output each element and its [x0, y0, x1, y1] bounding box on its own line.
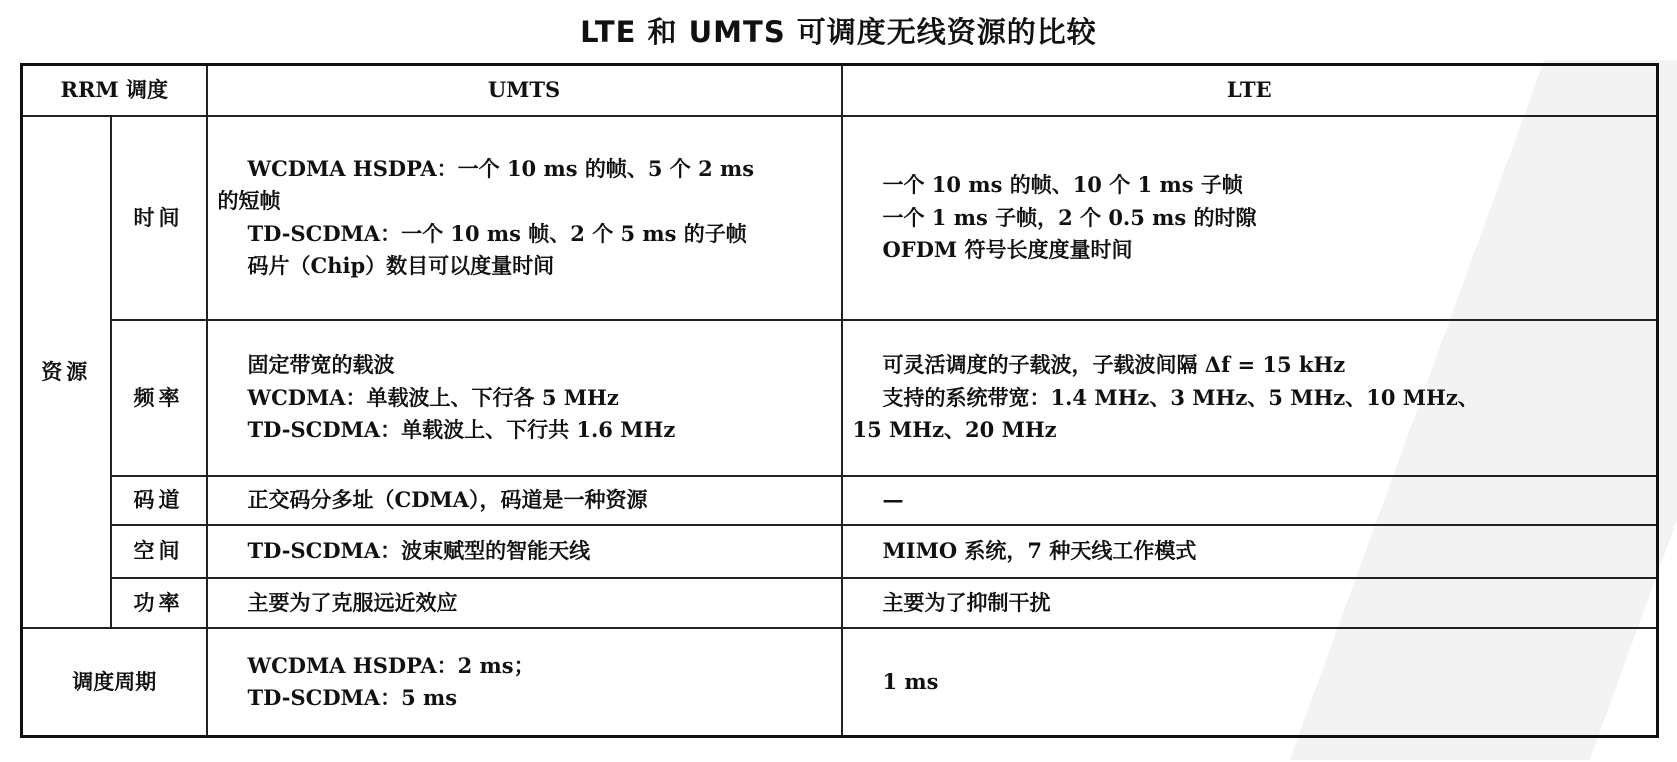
table-row-frequency — [22, 320, 1658, 477]
cell-line: TD-SCDMA：波束赋型的智能天线 — [247, 537, 591, 563]
table-row-power — [22, 578, 1658, 629]
cell-umts-code — [207, 476, 842, 525]
row-label-code: 码道 — [111, 476, 207, 525]
header-lte: LTE — [842, 65, 1658, 117]
cell-line: — — [882, 487, 904, 513]
cell-line: WCDMA：单载波上、下行各 5 MHz — [247, 384, 619, 410]
cell-lte-period — [842, 628, 1658, 736]
cell-line: 的短帧 — [217, 188, 281, 214]
cell-line: 主要为了克服远近效应 — [247, 589, 458, 615]
cell-line: WCDMA HSDPA：一个 10 ms 的帧、5 个 2 ms — [247, 155, 755, 181]
table-row-code — [22, 476, 1658, 525]
page-title: LTE 和 UMTS 可调度无线资源的比较 — [580, 15, 1097, 49]
cell-line: MIMO 系统，7 种天线工作模式 — [882, 537, 1197, 563]
table-row-time — [22, 116, 1658, 319]
row-label-time: 时间 — [111, 116, 207, 319]
header-rrm: RRM 调度 — [22, 65, 207, 117]
row-label-period: 调度周期 — [22, 628, 207, 736]
row-label-space: 空间 — [111, 525, 207, 578]
cell-lte-time — [842, 116, 1658, 319]
cell-umts-power — [207, 578, 842, 629]
cell-lte-space — [842, 525, 1658, 578]
cell-umts-time — [207, 116, 842, 319]
cell-lte-power — [842, 578, 1658, 629]
cell-line: 一个 10 ms 的帧、10 个 1 ms 子帧 — [882, 172, 1243, 198]
table-row-space — [22, 525, 1658, 578]
cell-line: 固定带宽的载波 — [247, 352, 395, 377]
cell-line: 可灵活调度的子载波，子载波间隔 Δf = 15 kHz — [882, 352, 1346, 377]
cell-line: WCDMA HSDPA：2 ms； — [247, 652, 535, 678]
cell-umts-space — [207, 525, 842, 578]
cell-line: 1 ms — [882, 668, 939, 694]
cell-line: 支持的系统带宽：1.4 MHz、3 MHz、5 MHz、10 MHz、 — [882, 384, 1479, 410]
cell-line: 码片（Chip）数目可以度量时间 — [247, 253, 555, 279]
cell-lte-frequency — [842, 320, 1658, 477]
row-label-power: 功率 — [111, 578, 207, 629]
header-umts: UMTS — [207, 65, 842, 117]
table-row-period — [22, 628, 1658, 736]
group-label-resources: 资源 — [22, 116, 111, 628]
header-row — [22, 65, 1658, 117]
cell-line: TD-SCDMA：5 ms — [247, 685, 458, 711]
cell-line: TD-SCDMA：一个 10 ms 帧、2 个 5 ms 的子帧 — [247, 220, 747, 246]
cell-line: OFDM 符号长度度量时间 — [882, 237, 1133, 263]
cell-line: 正交码分多址（CDMA），码道是一种资源 — [247, 487, 648, 513]
cell-lte-code — [842, 476, 1658, 525]
cell-line: 主要为了抑制干扰 — [882, 589, 1051, 615]
row-label-frequency: 频率 — [111, 320, 207, 477]
cell-line: 一个 1 ms 子帧，2 个 0.5 ms 的时隙 — [882, 204, 1257, 230]
cell-line: 15 MHz、20 MHz — [852, 417, 1057, 443]
cell-umts-frequency — [207, 320, 842, 477]
cell-umts-period — [207, 628, 842, 736]
comparison-table — [20, 63, 1659, 738]
cell-line: TD-SCDMA：单载波上、下行共 1.6 MHz — [247, 417, 676, 443]
